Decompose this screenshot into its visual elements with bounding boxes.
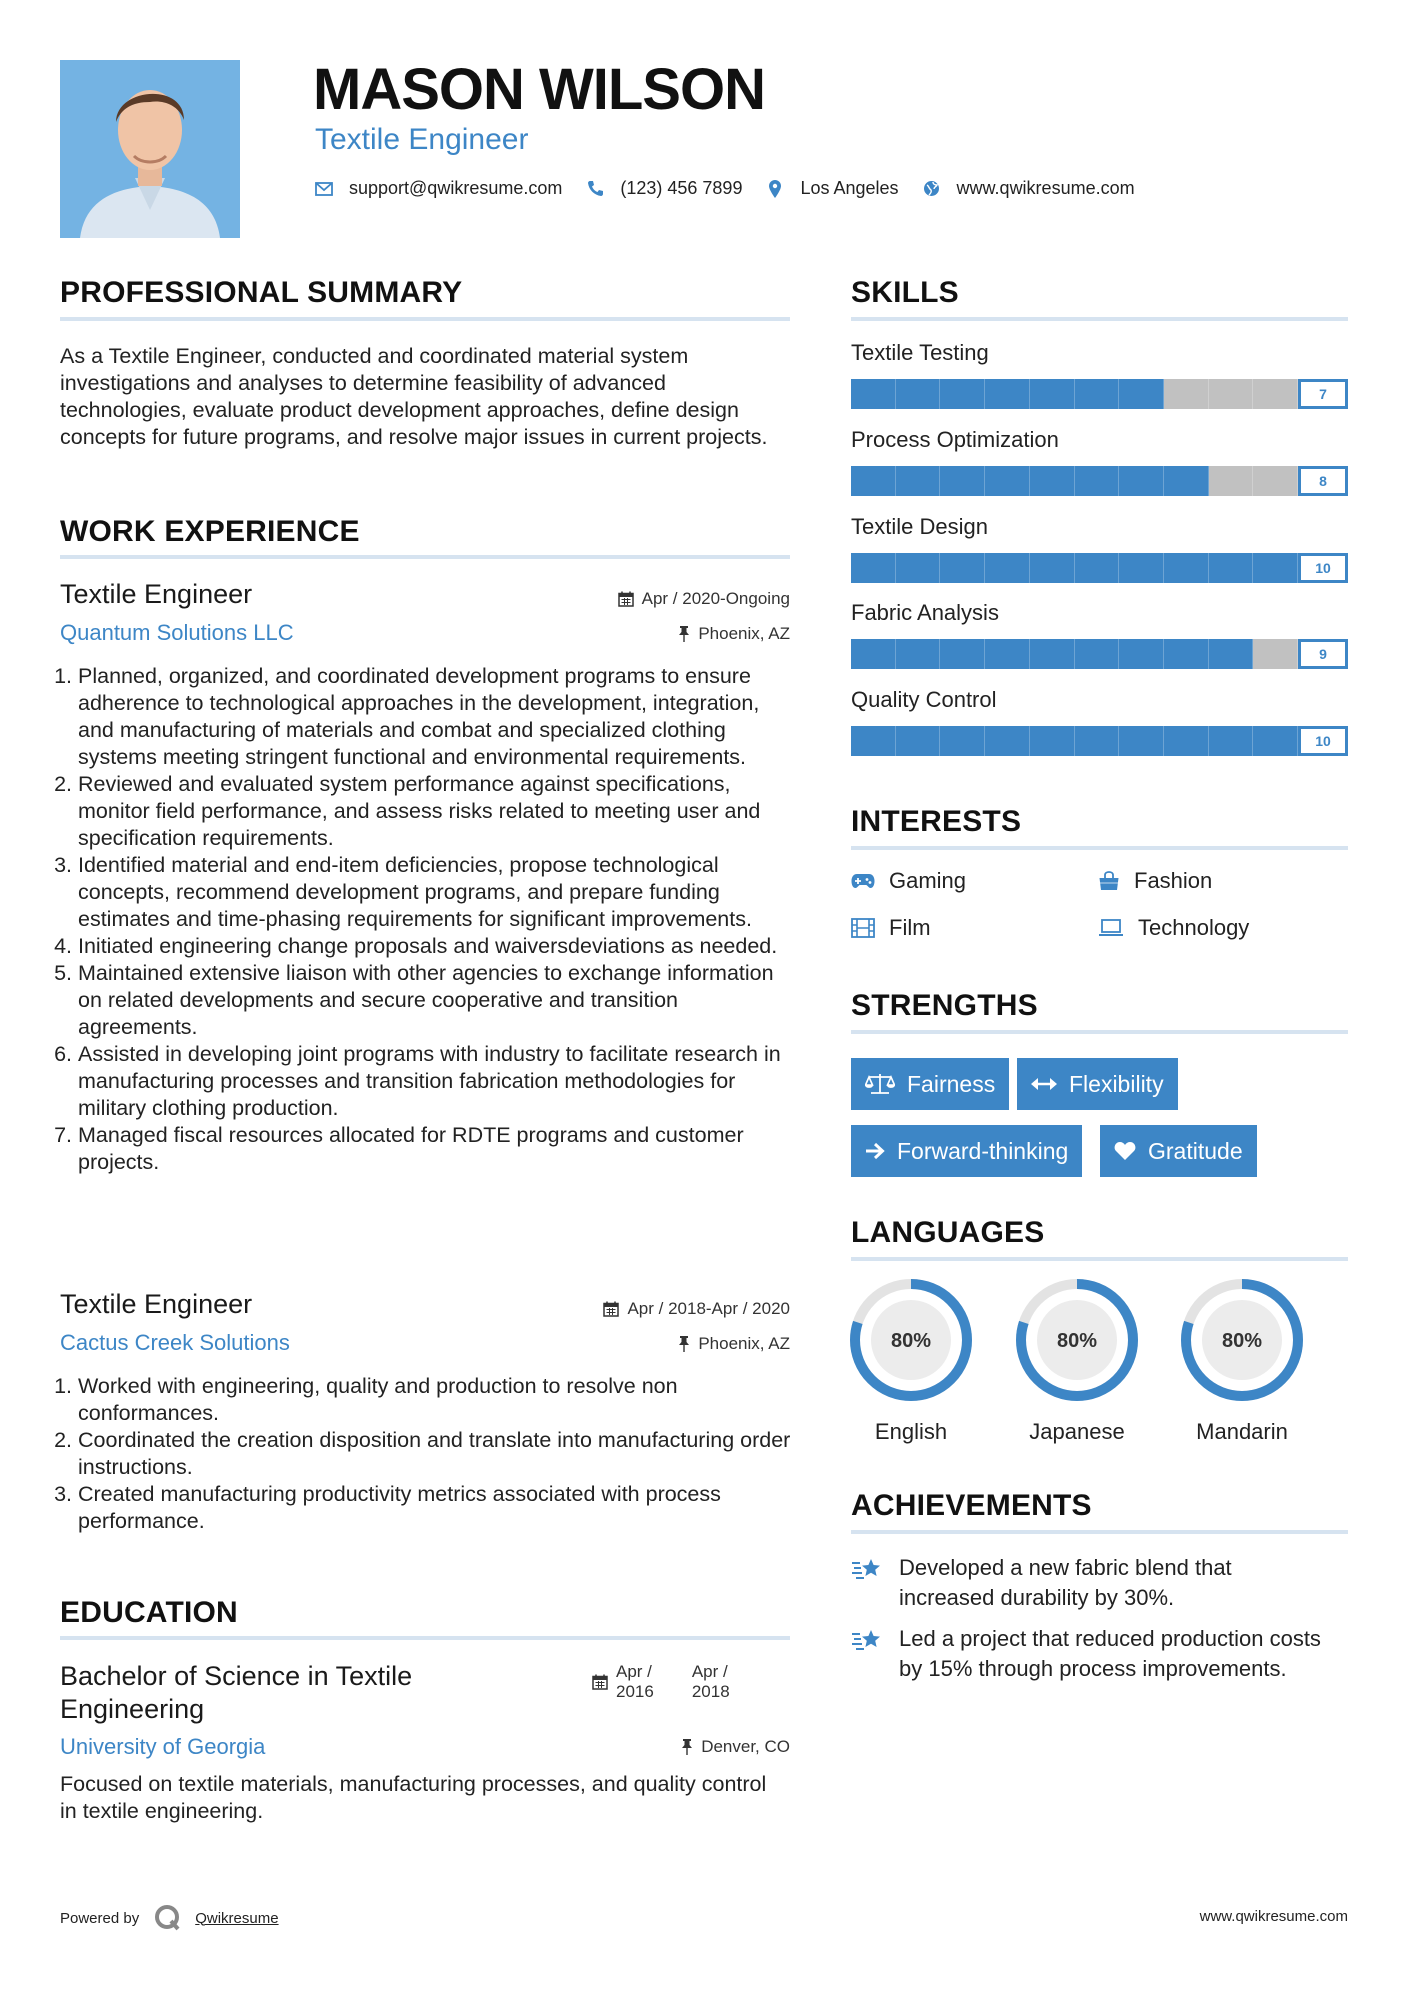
contact-bar [315, 178, 1159, 199]
language-name: English [874, 1419, 948, 1444]
list-item: 3. Created manufacturing productivity metrics associated with process performance. [78, 1481, 795, 1535]
list-item: 6. Assisted in developing joint programs with industry to facilitate research in manufacturing processes and transition fabrication methodologies for military clothing production. [78, 1041, 795, 1122]
skill-bar-segment [1119, 553, 1164, 583]
skill-bar-segment [1164, 466, 1209, 496]
skill-bar-segment [1253, 726, 1298, 756]
job-location-text: Phoenix, AZ [698, 624, 790, 643]
footer-site[interactable]: www.qwikresume.com [1199, 1908, 1348, 1925]
film-icon [851, 918, 875, 938]
skill-name: Textile Testing [851, 340, 989, 365]
skill-bar-segment [1030, 639, 1075, 669]
shooting-star-icon [851, 1555, 883, 1583]
education-start-year: 2016 [616, 1682, 654, 1701]
skill-bar-segment [940, 726, 985, 756]
job-title: Textile Engineer [60, 579, 253, 609]
skills-heading: SKILLS [851, 276, 959, 309]
gamepad-icon [851, 873, 875, 889]
pushpin-icon [681, 1739, 693, 1755]
strengths-divider [851, 1030, 1348, 1034]
achievements-heading: ACHIEVEMENTS [851, 1489, 1092, 1522]
skill-bar-segment [1164, 726, 1209, 756]
skill-item [851, 514, 1348, 600]
skill-bar-segment [940, 379, 985, 409]
skill-bar-segment [1030, 726, 1075, 756]
skill-bar-segment [1119, 726, 1164, 756]
skill-bar-segment [1119, 466, 1164, 496]
education-school: University of Georgia [60, 1734, 266, 1759]
skill-bar [851, 639, 1348, 669]
candidate-name: MASON WILSON [313, 57, 765, 122]
education-start-month: Apr / [616, 1662, 652, 1681]
skill-name: Fabric Analysis [851, 600, 999, 625]
education-description: Focused on textile materials, manufacturing processes, and quality control in textile engineering. [60, 1772, 767, 1823]
interest-label: Gaming [889, 868, 967, 893]
language-name: Mandarin [1196, 1419, 1288, 1444]
skill-level-value: 8 [1298, 466, 1348, 496]
list-item: 7. Managed fiscal resources allocated for RDTE programs and customer projects. [78, 1122, 795, 1176]
skill-level-value: 10 [1298, 726, 1348, 756]
contact-email[interactable]: support@qwikresume.com [349, 178, 563, 198]
education-heading: EDUCATION [60, 1596, 238, 1629]
job-dates-text: Apr / 2020-Ongoing [641, 589, 790, 608]
contact-location: Los Angeles [800, 178, 899, 198]
interest-label: Fashion [1134, 868, 1213, 893]
skill-bar-segment [985, 726, 1030, 756]
skill-bar-segment [1253, 639, 1298, 669]
skill-bar-segment [1030, 466, 1075, 496]
skill-bar [851, 466, 1348, 496]
skill-bar-segment [1209, 639, 1254, 669]
experience-heading: WORK EXPERIENCE [60, 515, 360, 548]
strength-tag [1017, 1058, 1178, 1110]
education-dates [592, 1662, 730, 1702]
language-percent: 80% [1221, 1330, 1263, 1352]
interest-item [851, 868, 966, 894]
achievement-item [851, 1553, 1321, 1613]
pushpin-icon [678, 1336, 690, 1352]
language-percent: 80% [1056, 1330, 1098, 1352]
job-company: Cactus Creek Solutions [60, 1330, 290, 1355]
skills-divider [851, 317, 1348, 321]
education-end [692, 1662, 730, 1702]
skill-bar-segment [896, 379, 941, 409]
job-company: Quantum Solutions LLC [60, 620, 294, 645]
skill-bar-segment [896, 466, 941, 496]
strength-tag [1100, 1125, 1257, 1177]
pushpin-icon [678, 626, 690, 642]
skill-level-value: 9 [1298, 639, 1348, 669]
skill-bar-segment [985, 466, 1030, 496]
skill-bar-segment [1119, 639, 1164, 669]
skill-bar-segment [1075, 466, 1120, 496]
skill-bar-segment [1119, 379, 1164, 409]
powered-by-label: Powered by [60, 1909, 140, 1927]
skill-bar [851, 726, 1348, 756]
job-title: Textile Engineer [60, 1289, 253, 1319]
job-location [470, 1334, 790, 1354]
arrows-horizontal-icon [1031, 1077, 1057, 1091]
list-item: 3. Identified material and end-item deficiencies, propose technological concepts, recommend development programs, and prepare funding estimates and time-phasing requirements for significant improvements. [78, 852, 795, 933]
skills-list [851, 340, 1348, 774]
profile-photo [60, 60, 240, 238]
skill-bar-segment [1164, 553, 1209, 583]
skill-level-value: 7 [1298, 379, 1348, 409]
skill-item [851, 600, 1348, 687]
achievement-text: Led a project that reduced production costs by 15% through process improvements. [899, 1626, 1321, 1681]
strength-label: Fairness [907, 1070, 996, 1097]
skill-bar-segment [1075, 553, 1120, 583]
skill-bar-segment [851, 639, 896, 669]
interest-label: Film [889, 915, 931, 940]
skill-name: Textile Design [851, 514, 988, 539]
skill-bar-segment [940, 466, 985, 496]
list-item: 2. Coordinated the creation disposition and translate into manufacturing order instructions. [78, 1427, 795, 1481]
calendar-icon [603, 1301, 619, 1317]
skill-bar-segment [1209, 466, 1254, 496]
interest-item [1098, 915, 1249, 941]
list-item: 1. Planned, organized, and coordinated development programs to ensure adherence to technological approaches in the development, integration, and manufacturing of materials and combat and specialized clothing systems meeting stringent functional and environmental requirements. [78, 663, 795, 771]
education-degree [60, 1660, 412, 1726]
skill-bar-segment [1164, 639, 1209, 669]
summary-heading: PROFESSIONAL SUMMARY [60, 276, 463, 309]
list-item: 4. Initiated engineering change proposals and waiversdeviations as needed. [78, 933, 795, 960]
candidate-title: Textile Engineer [315, 123, 529, 156]
strength-label: Flexibility [1069, 1070, 1164, 1097]
summary-text: As a Textile Engineer, conducted and coordinated material system investigations and analyses to determine feasibility of advanced technologies, evaluate product development approaches, define design concepts for future programs, and resolve major issues in current projects. [60, 344, 768, 449]
job-bullets [60, 1373, 795, 1535]
skill-bar-segment [851, 379, 896, 409]
education-end-month: Apr / [691, 1662, 728, 1681]
degree-line: Bachelor of Science in Textile [60, 1661, 413, 1691]
strength-label: Gratitude [1148, 1137, 1243, 1164]
skill-bar-segment [896, 639, 941, 669]
skill-bar-segment [1209, 379, 1254, 409]
job-bullets [60, 663, 795, 1176]
summary-divider [60, 317, 790, 321]
calendar-icon [592, 1674, 608, 1690]
contact-website[interactable]: www.qwikresume.com [956, 178, 1135, 198]
brand-link[interactable]: Qwikresume [195, 1909, 279, 1927]
language-item [1015, 1278, 1139, 1445]
skill-bar-segment [1075, 726, 1120, 756]
skill-name: Quality Control [851, 687, 997, 712]
experience-divider [60, 555, 790, 559]
heart-icon [1114, 1141, 1136, 1161]
skill-name: Process Optimization [851, 427, 1059, 452]
phone-icon [586, 180, 604, 198]
skill-bar-segment [985, 379, 1030, 409]
skill-item [851, 340, 1348, 427]
strength-tag [851, 1125, 1082, 1177]
skill-bar-segment [896, 726, 941, 756]
degree-line: Engineering [60, 1694, 205, 1724]
skill-bar-segment [1164, 379, 1209, 409]
languages-heading: LANGUAGES [851, 1216, 1045, 1249]
strengths-heading: STRENGTHS [851, 989, 1038, 1022]
calendar-icon [618, 591, 634, 607]
skill-bar-segment [985, 639, 1030, 669]
language-item [849, 1278, 973, 1445]
interests-heading: INTERESTS [851, 805, 1022, 838]
achievement-item [851, 1624, 1321, 1684]
job-location [470, 624, 790, 644]
job-location-text: Phoenix, AZ [698, 1334, 790, 1353]
education-location [470, 1737, 790, 1757]
strength-label: Forward-thinking [897, 1137, 1069, 1164]
language-ring [849, 1278, 973, 1402]
shooting-star-icon [851, 1626, 883, 1654]
globe-icon [923, 180, 941, 198]
skill-item [851, 687, 1348, 774]
skill-bar-segment [940, 639, 985, 669]
interest-label: Technology [1138, 915, 1250, 940]
list-item: 2. Reviewed and evaluated system performance against specifications, monitor field performance, and assess risks related to meeting user and specification requirements. [78, 771, 795, 852]
job-dates-text: Apr / 2018-Apr / 2020 [627, 1299, 790, 1318]
map-pin-icon [766, 180, 784, 198]
skill-bar-segment [851, 553, 896, 583]
contact-phone[interactable]: (123) 456 7899 [620, 178, 743, 198]
balance-scale-icon [865, 1073, 895, 1095]
envelope-icon [315, 180, 333, 198]
skill-bar-segment [851, 726, 896, 756]
shopping-bag-icon [1098, 871, 1120, 891]
education-end-year: 2018 [691, 1682, 730, 1701]
languages-divider [851, 1257, 1348, 1261]
education-location-text: Denver, CO [701, 1737, 790, 1756]
laptop-icon [1098, 919, 1124, 937]
skill-bar-segment [1253, 553, 1298, 583]
arrow-right-icon [865, 1142, 885, 1160]
job-dates [470, 1299, 790, 1319]
qwikresume-logo-icon [153, 1903, 183, 1933]
language-percent: 80% [890, 1330, 932, 1352]
skill-bar-segment [1030, 553, 1075, 583]
education-start [616, 1662, 654, 1702]
interest-item [1098, 868, 1212, 894]
education-divider [60, 1636, 790, 1640]
job-dates [470, 589, 790, 609]
language-name: Japanese [1029, 1419, 1125, 1444]
skill-bar-segment [1253, 379, 1298, 409]
skill-bar-segment [851, 466, 896, 496]
skill-bar [851, 553, 1348, 583]
achievements-divider [851, 1530, 1348, 1534]
skill-bar-segment [896, 553, 941, 583]
skill-bar-segment [1075, 639, 1120, 669]
list-item: 1. Worked with engineering, quality and production to resolve non conformances. [78, 1373, 795, 1427]
skill-bar-segment [1253, 466, 1298, 496]
skill-bar-segment [985, 553, 1030, 583]
skill-bar-segment [940, 553, 985, 583]
skill-bar-segment [1030, 379, 1075, 409]
footer-powered [60, 1903, 279, 1933]
interest-item [851, 915, 931, 941]
list-item: 5. Maintained extensive liaison with other agencies to exchange information on related developments and secure cooperative and transition agreements. [78, 960, 795, 1041]
skill-item [851, 427, 1348, 514]
language-ring [1180, 1278, 1304, 1402]
skill-bar [851, 379, 1348, 409]
skill-bar-segment [1209, 553, 1254, 583]
language-ring [1015, 1278, 1139, 1402]
skill-level-value: 10 [1298, 553, 1348, 583]
interests-divider [851, 846, 1348, 850]
skill-bar-segment [1075, 379, 1120, 409]
skill-bar-segment [1209, 726, 1254, 756]
language-item [1180, 1278, 1304, 1445]
achievement-text: Developed a new fabric blend that increased durability by 30%. [899, 1555, 1232, 1610]
strength-tag [851, 1058, 1009, 1110]
